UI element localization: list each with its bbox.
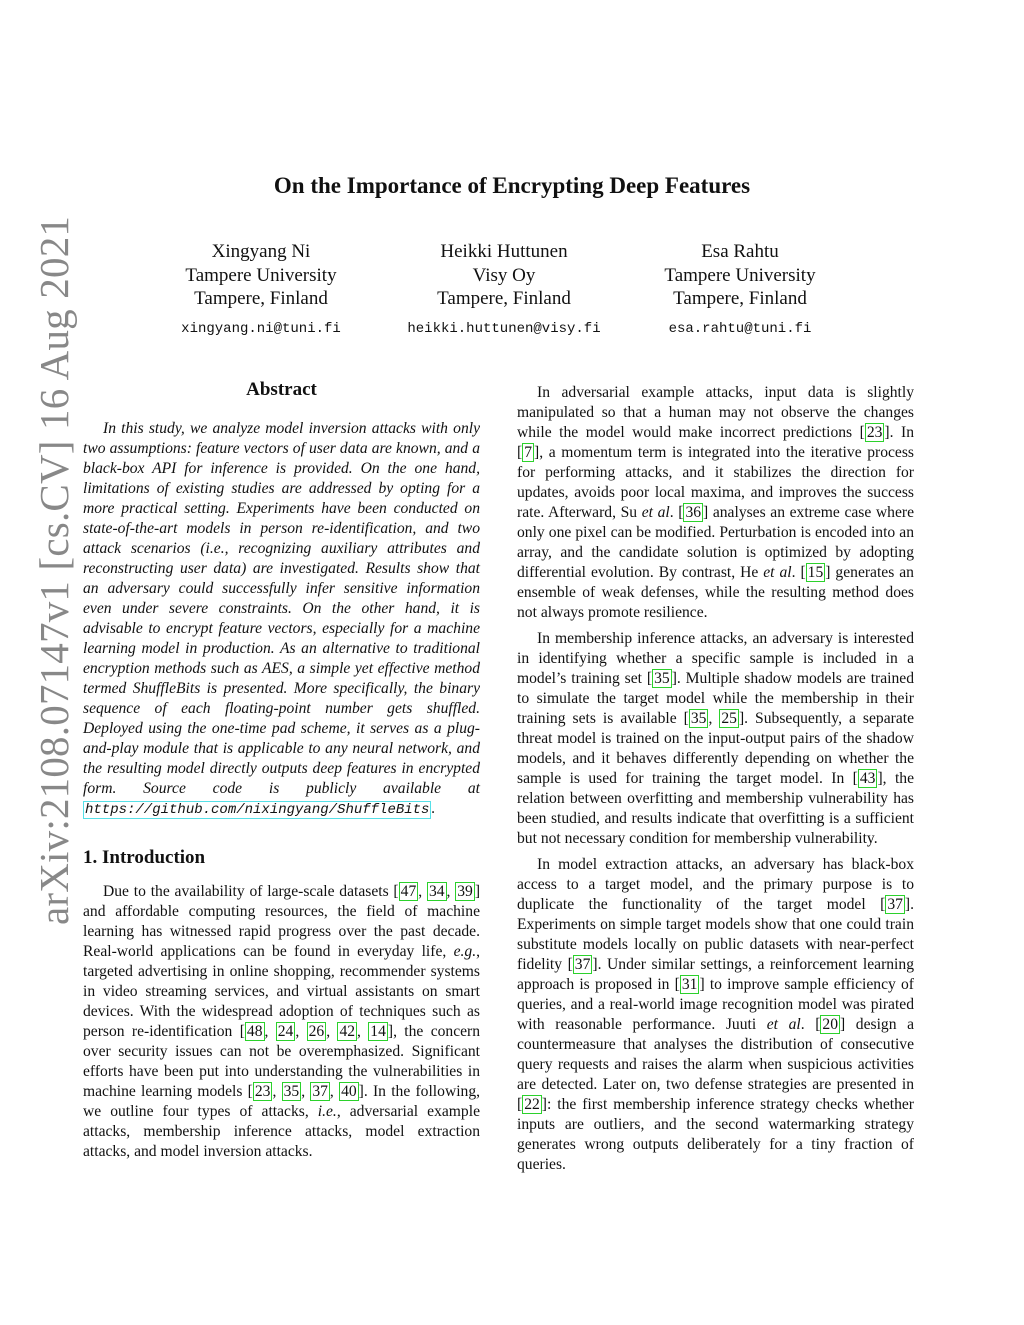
citation-link[interactable]: 23	[254, 1083, 271, 1100]
citation-link[interactable]: 48	[246, 1023, 263, 1040]
citation-link[interactable]: 35	[654, 670, 670, 687]
citation-link[interactable]: 25	[721, 710, 737, 727]
citation-link[interactable]: 37	[574, 956, 591, 973]
citation-link[interactable]: 35	[690, 710, 707, 727]
author-location: Tampere, Finland	[194, 288, 328, 309]
citation-link[interactable]: 43	[859, 770, 876, 787]
left-column	[83, 380, 480, 1162]
citation-link[interactable]: 22	[524, 1096, 540, 1113]
author-name: Esa Rahtu	[701, 241, 779, 262]
right-column	[517, 383, 914, 1175]
source-code-link[interactable]: https://github.com/nixingyang/ShuffleBits	[85, 802, 430, 818]
author-affiliation: Tampere University	[664, 264, 816, 286]
citation-link[interactable]: 47	[400, 883, 417, 900]
citation-link[interactable]: 7	[524, 444, 532, 461]
citation-link[interactable]: 15	[807, 564, 824, 581]
citation-link[interactable]: 37	[312, 1083, 328, 1100]
author-location: Tampere, Finland	[437, 288, 571, 309]
author-name: Xingyang Ni	[211, 241, 311, 262]
arxiv-identifier: arXiv:2108.07147v1 [cs.CV] 16 Aug 2021	[31, 215, 77, 925]
citation-link[interactable]: 26	[308, 1023, 325, 1040]
model-extraction-paragraph: In model extraction attacks, an adversary has black-box access to a target model, and the primary purpose is to duplicate the functionality of the target model [ 37 ]. Experiments on simple target models show that one could train substitute models locally on public datasets with near-perfect fidelity [ 37 ]. Under similar settings, a reinforcement learning approach is proposed in [ 31 ] to improve sample efficiency of queries, and a real-world image recognition model was pirated with reasonable performance. Juuti et al. [ 20 ] design a countermeasure that analyses the distribution of consecutive query requests and raises the alarm when suspicious activities are detected. Later on, two defense strategies are presented in [ 22 ]: the first membership inference strategy checks whether inputs are outliers, and the second watermarking strategy generates wrong outputs deliberately for a tiny fraction of queries.	[517, 856, 914, 1173]
membership-inference-paragraph: In membership inference attacks, an adversary is interested in identifying whether a specific sample is included in a model’s training set [ 35 ]. Multiple shadow models are trained to simulate the target model while the membership in their training sets is available [ 35 , 25 ]. Subsequently, a separate threat model is trained on the input-output pairs of the shadow models, and it behaves differently depending on whether the sample is used for training the target model. In [ 43 ], the relation between overfitting and membership vulnerability has been studied, and results indicate that overfitting is a sufficient but not necessary condition for membership vulnerability.	[517, 630, 915, 847]
abstract-heading: Abstract	[246, 379, 317, 400]
author-email: xingyang.ni@tuni.fi	[181, 320, 341, 337]
adversarial-attacks-paragraph: In adversarial example attacks, input data is slightly manipulated so that a human may not observe the changes while the model would make incorrect predictions [ 23 ]. In [ 7 ], a momentum term is integrated into the iterative process for performing attacks, and it stabilizes the direction for updates, avoids poor local maxima, and improves the success rate. Afterward, Su et al. [ 36 ] analyses an extreme case where only one pixel can be modified. Perturbation is encoded into an array, and the candidate solution is optimized by adopting differential evolution. By contrast, He et al. [ 15 ] generates an ensemble of weak defenses, while the resulting method does not always promote resilience.	[517, 384, 915, 621]
paper-title: On the Importance of Encrypting Deep Features	[273, 173, 751, 198]
citation-link[interactable]: 35	[283, 1083, 300, 1100]
citation-link[interactable]: 42	[339, 1023, 356, 1040]
citation-link[interactable]: 23	[866, 424, 883, 441]
citation-link[interactable]: 31	[681, 976, 698, 993]
citation-link[interactable]: 24	[277, 1023, 294, 1040]
intro-paragraph: Due to the availability of large-scale datasets [ 47 , 34 , 39 ] and affordable computing resources, the field of machine learning has witnessed rapid progress over the past decade. Real-world applications can be found in everyday life, e.g., targeted advertising in online shopping, recommender systems in video streaming services, and virtual assistants on smart devices. With the widespread adoption of techniques such as person re-identification [ 48 , 24 , 26 , 42 , 14 ], the concern over security issues can not be overemphasized. Significant efforts have been put into understanding the vulnerabilities in machine learning models [ 23 , 35 , 37 , 40 ]. In the following, we outline four types of attacks, i.e., adversarial example attacks, membership inference attacks, model extraction attacks, and model inversion attacks.	[83, 883, 481, 1160]
citation-link[interactable]: 39	[457, 883, 473, 900]
citation-link[interactable]: 14	[370, 1023, 386, 1040]
author-name: Heikki Huttunen	[440, 241, 568, 262]
author-2	[384, 240, 624, 338]
citation-link[interactable]: 20	[822, 1016, 838, 1033]
author-location: Tampere, Finland	[673, 288, 807, 309]
author-email: heikki.huttunen@visy.fi	[407, 320, 601, 337]
author-1	[141, 240, 381, 338]
abstract-text: In this study, we analyze model inversion attacks with only two assumptions: feature vectors of user data are known, and a black-box API for inference is provided. On the one hand, limitations of existing studies are addressed by opting for a more practical setting. Experiments have been conducted on state-of-the-art models in person re-identification, and two attack scenarios (i.e., recognizing auxiliary attributes and reconstructing user data) are investigated. Results show that an adversary could successfully infer sensitive information even under severe constraints. On the other hand, it is advisable to encrypt feature vectors, especially for a machine learning model in production. As an alternative to traditional encryption methods such as AES, a simple yet effective method termed ShuffleBits is presented. More specifically, the binary sequence of each floating-point number gets shuffled. Deployed using the one-time pad scheme, it serves as a plug-and-play module that is applicable to any neural network, and the resulting model directly outputs deep features in encrypted form. Source code is publicly available at https://github.com/nixingyang/ShuffleBits .	[83, 420, 480, 818]
author-affiliation: Tampere University	[185, 264, 337, 286]
author-email: esa.rahtu@tuni.fi	[668, 320, 812, 337]
section-heading-introduction: 1. Introduction	[83, 847, 206, 868]
citation-link[interactable]: 34	[428, 883, 445, 900]
citation-link[interactable]: 37	[887, 896, 903, 913]
author-affiliation: Visy Oy	[472, 264, 536, 286]
author-3	[620, 240, 860, 338]
citation-link[interactable]: 40	[341, 1083, 357, 1100]
citation-link[interactable]: 36	[685, 504, 702, 521]
